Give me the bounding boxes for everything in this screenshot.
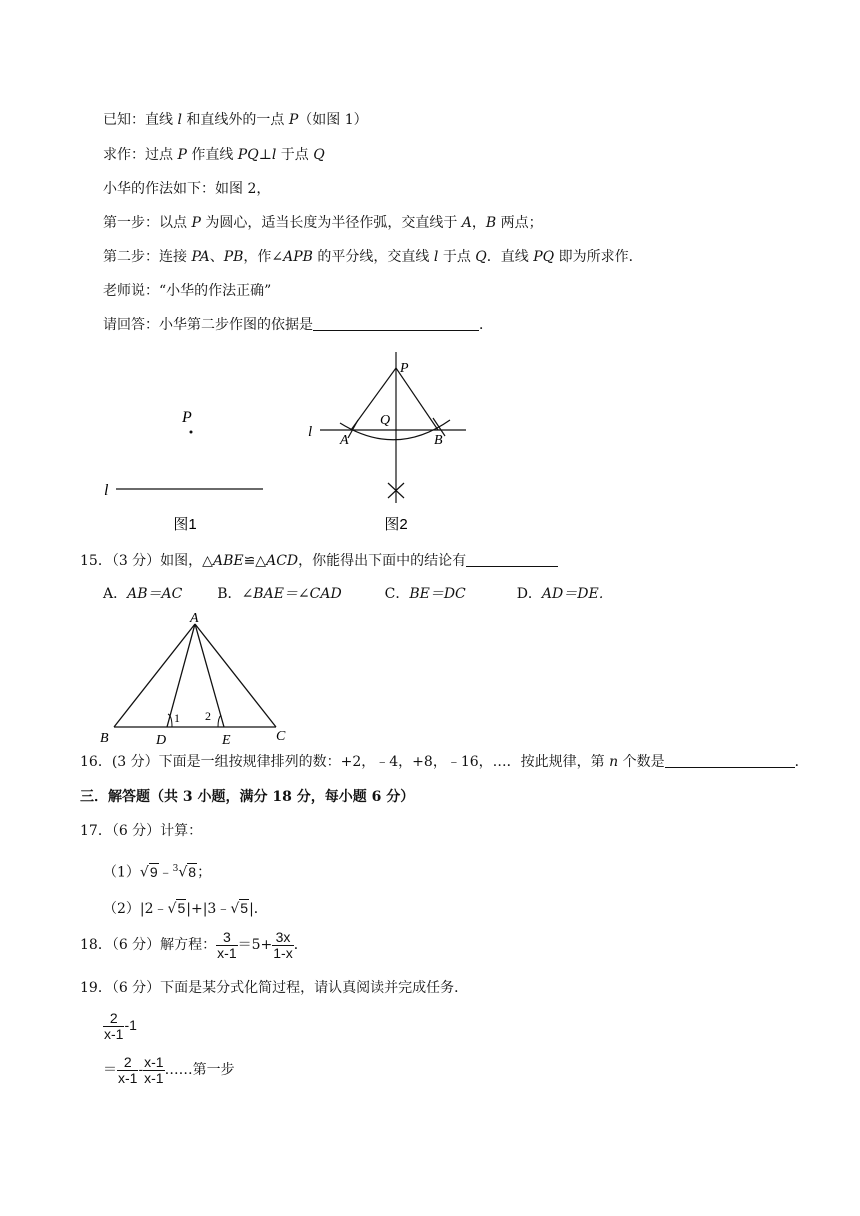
problem-18-line: 18．（6 分）解方程： $\frac{3}{x-1}$ ＝5+ $\frac{3x}{1-x}$ ．	[80, 928, 308, 961]
problem-15-options	[103, 585, 613, 603]
fig1-caption: 图1	[173, 516, 197, 533]
fig2-label-l: l	[308, 424, 313, 440]
given-line: 已知：直线 l 和直线外的一点 P（如图 1）	[103, 112, 368, 128]
problem-16-line: 16．(3 分）下面是一组按规律排列的数：+2，﹣4，+8，﹣16，…．按此规律，第 n 个数是 ．	[80, 754, 809, 770]
fraction-right: $\frac{3x}{1-x}$	[273, 928, 293, 961]
fig2-segment-pb	[396, 368, 438, 430]
problem-17-part-1: （1）√9﹣$^3$√8；	[103, 863, 212, 881]
fig2-label-q: Q	[380, 413, 391, 428]
option-d: D．AD＝DE．	[516, 586, 613, 602]
option-b: B．∠BAE＝∠CAD	[217, 586, 342, 602]
answer-blank[interactable]	[665, 753, 795, 768]
fig2-caption: 图2	[384, 516, 408, 533]
problem-19-expression: $\frac{2}{x-1}$ -1	[104, 1009, 137, 1042]
section-3-title: 三．解答题（共 3 小题，满分 18 分，每小题 6 分）	[80, 789, 415, 805]
step2-line: 第二步：连接 PA、PB，作∠APB 的平分线，交直线 l 于点 Q．直线 PQ 即为所求作．	[103, 249, 643, 265]
segment-ad	[167, 624, 195, 727]
label-d: D	[156, 733, 167, 748]
construct-line: 求作：过点 P 作直线 PQ⊥l 于点 Q	[103, 147, 325, 163]
label-e: E	[222, 733, 231, 748]
step1-line: 第一步：以点 P 为圆心，适当长度为半径作弧，交直线于 A，B 两点；	[103, 215, 543, 231]
fig2-label-b: B	[434, 433, 443, 448]
option-a: A．AB＝AC	[103, 586, 183, 602]
question-line: 请回答：小华第二步作图的依据是 ．	[103, 317, 493, 333]
figure-2	[300, 348, 475, 538]
label-angle-1: 1	[174, 711, 180, 725]
problem-19-step-1: ＝ $\frac{2}{x-1}$ - $\frac{x-1}{x-1}$ ……第一步	[103, 1053, 235, 1086]
segment-ab	[114, 624, 195, 727]
fig2-label-p: P	[400, 361, 409, 376]
problem-19-title: 19．（6 分）下面是某分式化简过程，请认真阅读并完成任务．	[80, 980, 469, 996]
triangle-figure	[98, 608, 298, 748]
figure-1	[100, 348, 275, 538]
teacher-line: 老师说：“小华的作法正确”	[103, 283, 272, 299]
label-c: C	[276, 729, 286, 744]
problem-15-line: 15．（3 分）如图，△ABE≌△ACD，你能得出下面中的结论有	[80, 552, 558, 570]
option-c: C．BE＝DC	[384, 586, 466, 602]
fraction-left: $\frac{3}{x-1}$	[217, 928, 237, 961]
label-a: A	[190, 611, 199, 626]
answer-blank[interactable]	[313, 316, 479, 331]
answer-blank[interactable]	[466, 552, 558, 567]
fig1-label-l: l	[104, 482, 109, 499]
problem-17-title: 17．（6 分）计算：	[80, 823, 203, 839]
fig2-label-a: A	[340, 433, 349, 448]
method-line: 小华的作法如下：如图 2，	[103, 181, 271, 197]
problem-17-part-2: （2）|2﹣√5|+|3﹣√5|．	[103, 900, 268, 917]
fig1-point-p	[190, 431, 193, 434]
fig1-label-p: P	[182, 409, 192, 426]
label-b: B	[100, 731, 109, 746]
label-angle-2: 2	[205, 709, 211, 723]
